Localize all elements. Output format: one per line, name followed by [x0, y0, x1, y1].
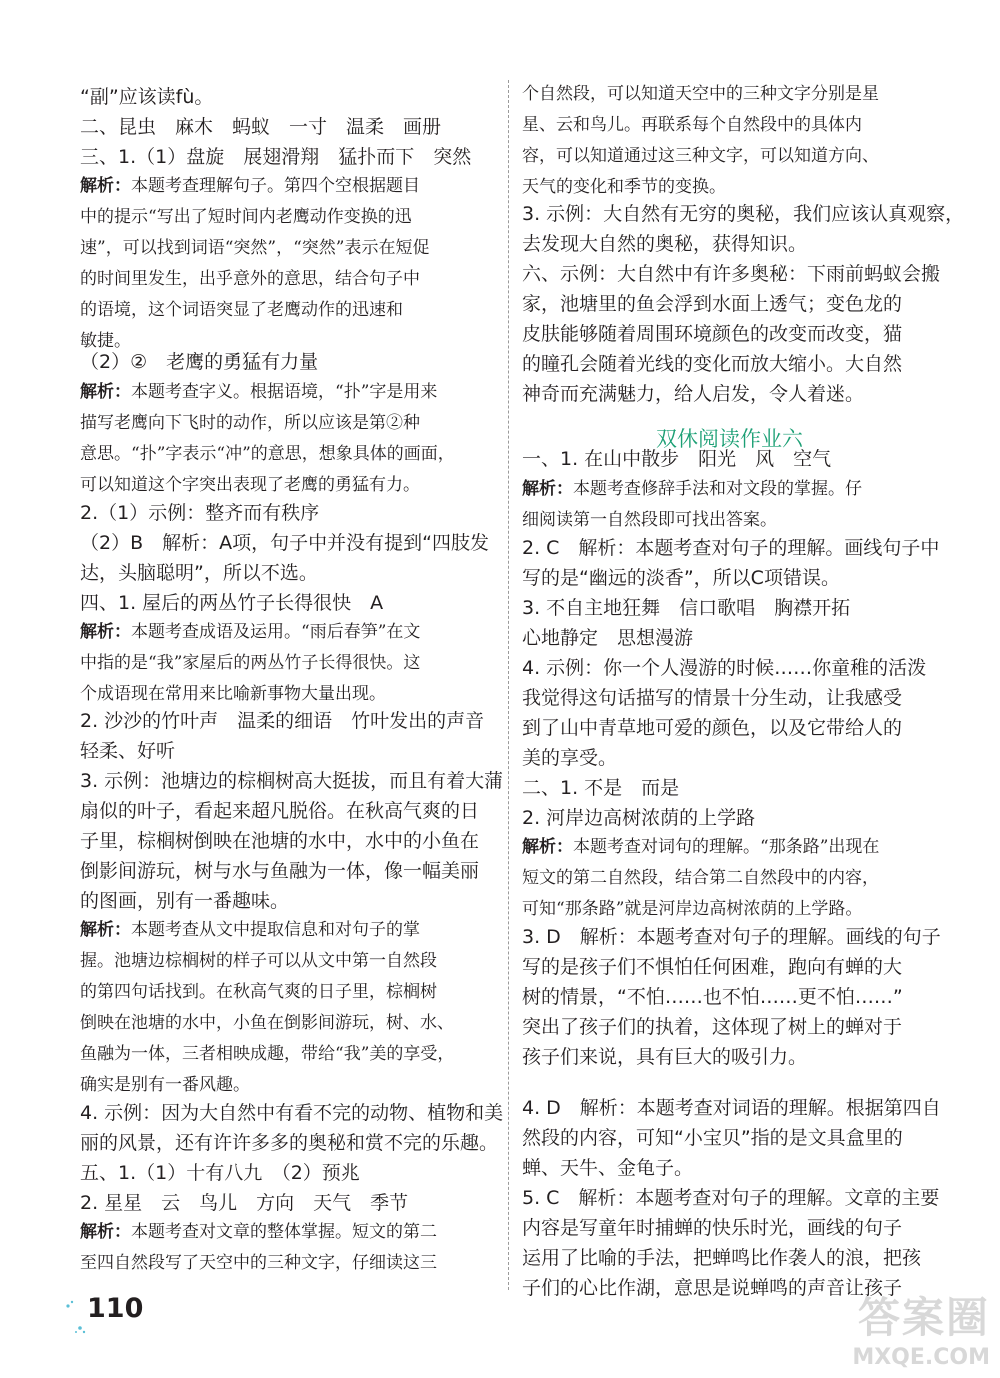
text-line	[522, 1048, 807, 1067]
line-text: 个成语现在常用来比喻新事物大量出现。	[80, 684, 386, 704]
line-text: 的瞳孔会随着光线的变化而放大缩小。大自然	[522, 353, 903, 375]
line-text: 写的是孩子们不惧怕任何困难，跑向有蝉的大	[522, 956, 903, 978]
line-text: 孩子们来说，具有巨大的吸引力。	[522, 1046, 808, 1068]
line-text: 倒影间游玩，树与水与鱼融为一体，像一幅美丽	[80, 860, 480, 882]
line-text: “副”应该读fù。	[80, 86, 214, 108]
text-line	[522, 689, 902, 708]
line-text: 去发现大自然的奥秘，获得知识。	[522, 233, 808, 255]
text-line	[80, 118, 441, 137]
text-line	[522, 148, 879, 165]
line-text: 一、1. 在山中散步 阳光 风 空气	[522, 448, 832, 470]
line-text: 突出了孩子们的执着，这体现了树上的蝉对于	[522, 1016, 903, 1038]
line-text: 可知“那条路”就是河岸边高树浓荫的上学路。	[522, 899, 863, 919]
line-text: 然段的内容，可知“小宝贝”指的是文具盒里的	[522, 1127, 903, 1149]
text-line	[522, 86, 879, 103]
text-line	[80, 1134, 498, 1153]
text-line	[522, 1189, 939, 1208]
line-text: 本题考查从文中提取信息和对句子的掌	[131, 920, 420, 940]
text-line	[522, 295, 902, 314]
text-line	[522, 839, 879, 856]
text-line	[80, 832, 479, 851]
line-text: 倒映在池塘的水中，小鱼在倒影间游玩，树、水、	[80, 1013, 454, 1033]
line-text: 美的享受。	[522, 747, 618, 769]
text-line	[80, 534, 489, 553]
text-line	[522, 749, 617, 768]
analysis-label: 解析：	[80, 382, 131, 402]
text-line	[80, 271, 420, 288]
text-line	[80, 1046, 454, 1063]
text-line	[80, 862, 479, 881]
text-line	[80, 1164, 360, 1183]
text-line	[80, 1015, 454, 1032]
text-line	[522, 1219, 902, 1238]
text-line	[522, 385, 864, 404]
text-line	[80, 802, 479, 821]
line-text: 容，可以知道通过这三种文字，可以知道方向、	[522, 146, 879, 166]
line-text: 天气的变化和季节的变换。	[522, 177, 726, 197]
page-number: 110	[87, 1293, 144, 1324]
text-line	[80, 240, 429, 257]
text-line	[80, 1224, 437, 1241]
text-line	[80, 446, 455, 463]
line-text: 短文的第二自然段，结合第二自然段中的内容，	[522, 868, 879, 888]
line-text: （2）② 老鹰的勇猛有力量	[80, 351, 319, 373]
text-line	[80, 712, 484, 731]
text-line	[522, 1018, 902, 1037]
line-text: 三、1.（1）盘旋 展翅滑翔 猛扑而下 突然	[80, 146, 472, 168]
text-line	[522, 117, 862, 134]
text-line	[80, 178, 420, 195]
line-text: 细阅读第一自然段即可找出答案。	[522, 510, 777, 530]
text-line	[80, 333, 131, 350]
text-line	[80, 594, 383, 613]
text-line	[80, 148, 471, 167]
line-text: 的语境，这个词语突显了老鹰动作的迅速和	[80, 300, 403, 320]
line-text: 我觉得这句话描写的情景十分生动，让我感受	[522, 687, 903, 709]
analysis-label: 解析：	[80, 920, 131, 940]
line-text: 子们的心比作湖，意思是说蝉鸣的声音让孩子	[522, 1277, 903, 1299]
text-line	[522, 481, 862, 498]
line-text: 4. D 解析：本题考查对词语的理解。根据第四自	[522, 1097, 941, 1119]
text-line	[80, 1077, 250, 1094]
line-text: （2）B 解析：A项，句子中并没有提到“四肢发	[80, 532, 489, 554]
line-text: 心地静定 思想漫游	[522, 627, 694, 649]
text-line	[522, 958, 902, 977]
line-text: 到了山中青草地可爱的颜色，以及它带给人的	[522, 717, 903, 739]
line-text: 可以知道这个字突出表现了老鹰的勇猛有力。	[80, 475, 420, 495]
text-line	[522, 870, 879, 887]
line-text: 2. 河岸边高树浓荫的上学路	[522, 807, 756, 829]
line-text: 3. D 解析：本题考查对句子的理解。画线的句子	[522, 926, 941, 948]
watermark-url: MXQE.COM	[852, 1345, 990, 1370]
text-line	[522, 450, 831, 469]
line-text: 的图画，别有一番趣味。	[80, 890, 290, 912]
text-line	[80, 984, 437, 1001]
text-line	[80, 953, 437, 970]
line-text: 扇似的叶子，看起来超凡脱俗。在秋高气爽的日	[80, 800, 480, 822]
line-text: 5. C 解析：本题考查对句子的理解。文章的主要	[522, 1187, 940, 1209]
line-text: 家，池塘里的鱼会浮到水面上透气；变色龙的	[522, 293, 903, 315]
line-text: 写的是“幽远的淡香”，所以C项错误。	[522, 567, 840, 589]
analysis-label: 解析：	[80, 1222, 131, 1242]
line-text: 五、1.（1）十有八九 （2）预兆	[80, 1162, 360, 1184]
line-text: 本题考查理解句子。第四个空根据题目	[131, 176, 420, 196]
analysis-label: 解析：	[80, 622, 131, 642]
text-line	[80, 88, 213, 107]
text-line	[522, 179, 726, 196]
line-text: 本题考查修辞手法和对文段的掌握。仔	[573, 479, 862, 499]
line-text: 六、示例：大自然中有许多奥秘：下雨前蚂蚁会搬	[522, 263, 941, 285]
text-line	[80, 209, 412, 226]
line-text: 2.（1）示例：整齐而有秩序	[80, 502, 320, 524]
text-line	[80, 892, 289, 911]
text-line	[80, 1104, 503, 1123]
line-text: 个自然段，可以知道天空中的三种文字分别是星	[522, 84, 879, 104]
text-line	[522, 779, 679, 798]
analysis-label: 解析：	[522, 837, 573, 857]
line-text: 3. 示例：池塘边的棕榈树高大挺拔，而且有着大蒲	[80, 770, 504, 792]
page-number-dots-icon	[62, 1296, 86, 1336]
text-line	[522, 355, 902, 374]
line-text: 确实是别有一番风趣。	[80, 1075, 250, 1095]
line-text: 本题考查成语及运用。“雨后春笋”在文	[131, 622, 421, 642]
line-text: 描写老鹰向下飞时的动作，所以应该是第②种	[80, 413, 420, 433]
line-text: 树的情景，“不怕……也不怕……更不怕……”	[522, 986, 903, 1008]
line-text: 4. 示例：你一个人漫游的时候……你童稚的活泼	[522, 657, 927, 679]
line-text: 速”，可以找到词语“突然”，“突然”表示在短促	[80, 238, 430, 258]
line-text: 3. 不自主地狂舞 信口歌唱 胸襟开拓	[522, 597, 851, 619]
section-title: 双休阅读作业六	[656, 427, 803, 451]
line-text: 蝉、天牛、金龟子。	[522, 1157, 694, 1179]
watermark-title: 答案圈	[857, 1293, 990, 1342]
line-text: 4. 示例：因为大自然中有看不完的动物、植物和美	[80, 1102, 504, 1124]
text-line	[80, 504, 319, 523]
line-text: 本题考查对词句的理解。“那条路”出现在	[573, 837, 880, 857]
text-line	[522, 539, 939, 558]
analysis-label: 解析：	[80, 176, 131, 196]
text-line	[522, 1279, 902, 1298]
text-line	[522, 325, 902, 344]
text-line	[522, 928, 941, 947]
text-line	[522, 1249, 921, 1268]
line-text: 皮肤能够随着周围环境颜色的改变而改变，猫	[522, 323, 903, 345]
line-text: 轻柔、好听	[80, 740, 176, 762]
text-line	[522, 719, 902, 738]
text-line	[80, 742, 175, 761]
text-line	[80, 302, 403, 319]
text-line	[522, 599, 850, 618]
text-line	[80, 384, 437, 401]
line-text: 四、1. 屋后的两丛竹子长得很快 A	[80, 592, 384, 614]
line-text: 二、1. 不是 而是	[522, 777, 680, 799]
line-text: 至四自然段写了天空中的三种文字，仔细读这三	[80, 1253, 437, 1273]
line-text: 3. 示例：大自然有无穷的奥秘，我们应该认真观察，	[522, 203, 965, 225]
line-text: 本题考查对文章的整体掌握。短文的第二	[131, 1222, 437, 1242]
line-text: 的时间里发生，出乎意外的意思，结合句子中	[80, 269, 420, 289]
text-line	[522, 512, 777, 529]
line-text: 鱼融为一体，三者相映成趣，带给“我”美的享受，	[80, 1044, 455, 1064]
line-text: 运用了比喻的手法，把蝉鸣比作袭人的浪，把孩	[522, 1247, 922, 1269]
text-line	[80, 477, 420, 494]
text-line	[80, 1255, 437, 1272]
text-line	[80, 353, 318, 372]
text-line	[522, 659, 926, 678]
column-divider	[508, 80, 509, 1290]
text-line	[522, 629, 693, 648]
text-line	[522, 1099, 941, 1118]
watermark	[852, 1285, 990, 1370]
line-text: 达，头脑聪明”，所以不选。	[80, 562, 318, 584]
text-line	[522, 988, 903, 1007]
analysis-label: 解析：	[522, 479, 573, 499]
line-text: 握。池塘边棕榈树的样子可以从文中第一自然段	[80, 951, 437, 971]
text-line	[80, 772, 503, 791]
text-line	[522, 901, 862, 918]
line-text: 2. 沙沙的竹叶声 温柔的细语 竹叶发出的声音	[80, 710, 485, 732]
text-line	[522, 265, 940, 284]
line-text: 二、昆虫 麻木 蚂蚁 一寸 温柔 画册	[80, 116, 442, 138]
line-text: 神奇而充满魅力，给人启发，令人着迷。	[522, 383, 865, 405]
line-text: 意思。“扑”字表示“冲”的意思，想象具体的画面，	[80, 444, 455, 464]
line-text: 2. 星星 云 鸟儿 方向 天气 季节	[80, 1192, 409, 1214]
line-text: 子里，棕榈树倒映在池塘的水中，水中的小鱼在	[80, 830, 480, 852]
text-line	[80, 564, 318, 583]
text-line	[80, 655, 420, 672]
line-text: 中指的是“我”家屋后的两丛竹子长得很快。这	[80, 653, 421, 673]
text-line	[80, 922, 420, 939]
text-line	[522, 235, 807, 254]
line-text: 本题考查字义。根据语境，“扑”字是用来	[131, 382, 438, 402]
line-text: 的第四句话找到。在秋高气爽的日子里，棕榈树	[80, 982, 437, 1002]
text-line	[80, 1194, 408, 1213]
text-line	[522, 205, 964, 224]
text-line	[80, 686, 386, 703]
text-line	[522, 569, 840, 588]
text-line	[522, 1129, 903, 1148]
text-line	[522, 809, 755, 828]
line-text: 星、云和鸟儿。再联系每个自然段中的具体内	[522, 115, 862, 135]
line-text: 2. C 解析：本题考查对句子的理解。画线句子中	[522, 537, 940, 559]
line-text: 中的提示“写出了短时间内老鹰动作变换的迅	[80, 207, 412, 227]
text-line	[522, 1159, 693, 1178]
line-text: 丽的风景，还有许许多多的奥秘和赏不完的乐趣。	[80, 1132, 499, 1154]
line-text: 内容是写童年时捕蝉的快乐时光，画线的句子	[522, 1217, 903, 1239]
text-line	[80, 415, 420, 432]
line-text: 敏捷。	[80, 331, 131, 351]
text-line	[80, 624, 420, 641]
